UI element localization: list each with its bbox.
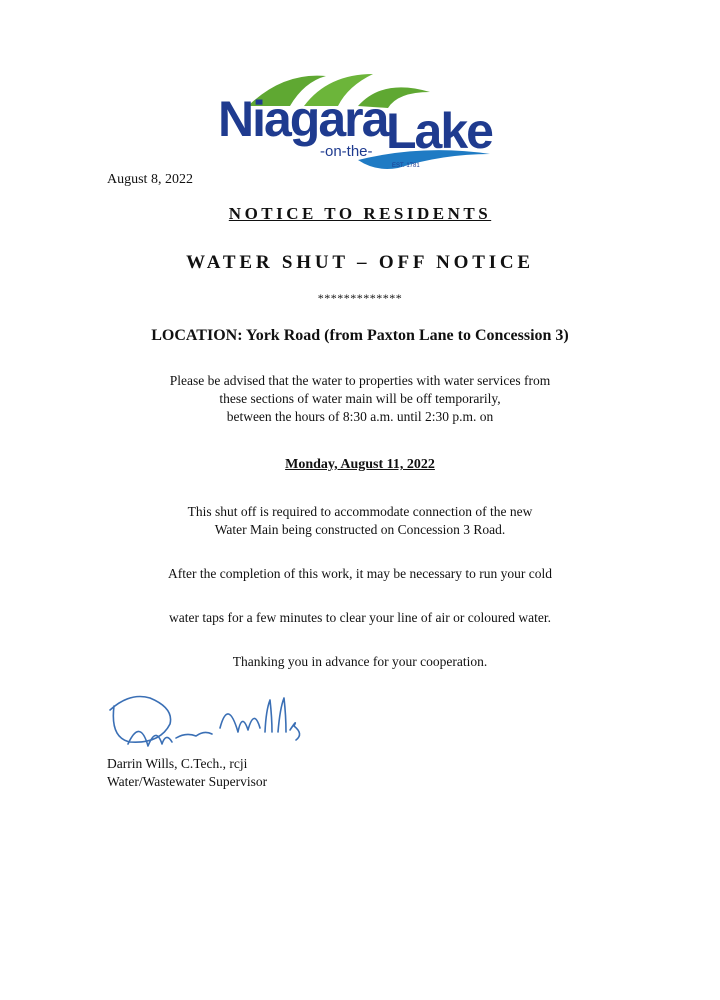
shutoff-title: WATER SHUT – OFF NOTICE (186, 252, 534, 273)
taps-paragraph: water taps for a few minutes to clear your line of air or coloured water. (169, 610, 551, 625)
reason-line: Water Main being constructed on Concession 3 Road. (214, 522, 506, 537)
notice-date: August 8, 2022 (107, 172, 193, 187)
logo-est: EST. 1781 (392, 163, 420, 169)
signature-stroke-d (110, 697, 171, 743)
reason-line: This shut off is required to accommodate connection of the new (187, 504, 533, 519)
location-line: LOCATION: York Road (from Paxton Lane to Concession 3) (151, 327, 569, 344)
thanks-paragraph: Thanking you in advance for your cooperation. (232, 654, 488, 669)
notice-title: NOTICE TO RESIDENTS (228, 204, 492, 223)
separator-stars: ************* (317, 291, 403, 305)
signature-stroke-w (220, 714, 260, 732)
signature-stroke-l1 (265, 700, 272, 732)
logo-tagline: -on-the- (320, 143, 373, 160)
logo-word-lake: Lake (386, 103, 492, 159)
signer-title: Water/Wastewater Supervisor (107, 774, 268, 789)
signature-stroke-line (176, 732, 212, 738)
reason-paragraph (0, 503, 720, 539)
shutoff-date: Monday, August 11, 2022 (285, 457, 435, 472)
handwritten-signature (100, 688, 310, 758)
completion-paragraph: After the completion of this work, it may be necessary to run your cold (168, 566, 552, 581)
advisory-line: Please be advised that the water to properties with water services from (169, 373, 551, 388)
niagara-on-the-lake-logo (208, 68, 498, 178)
logo-graphic (208, 68, 498, 178)
signature-stroke-l2 (278, 698, 286, 732)
logo-word-niagara: Niagara (218, 91, 388, 147)
signature-stroke-a (128, 731, 172, 746)
signature-stroke-s (290, 723, 300, 740)
signature-graphic (100, 688, 310, 758)
advisory-paragraph (0, 372, 720, 426)
advisory-line: between the hours of 8:30 a.m. until 2:30 p.m. on (226, 409, 494, 424)
signer-name: Darrin Wills, C.Tech., rcji (107, 756, 248, 771)
advisory-line: these sections of water main will be off temporarily, (219, 391, 501, 406)
